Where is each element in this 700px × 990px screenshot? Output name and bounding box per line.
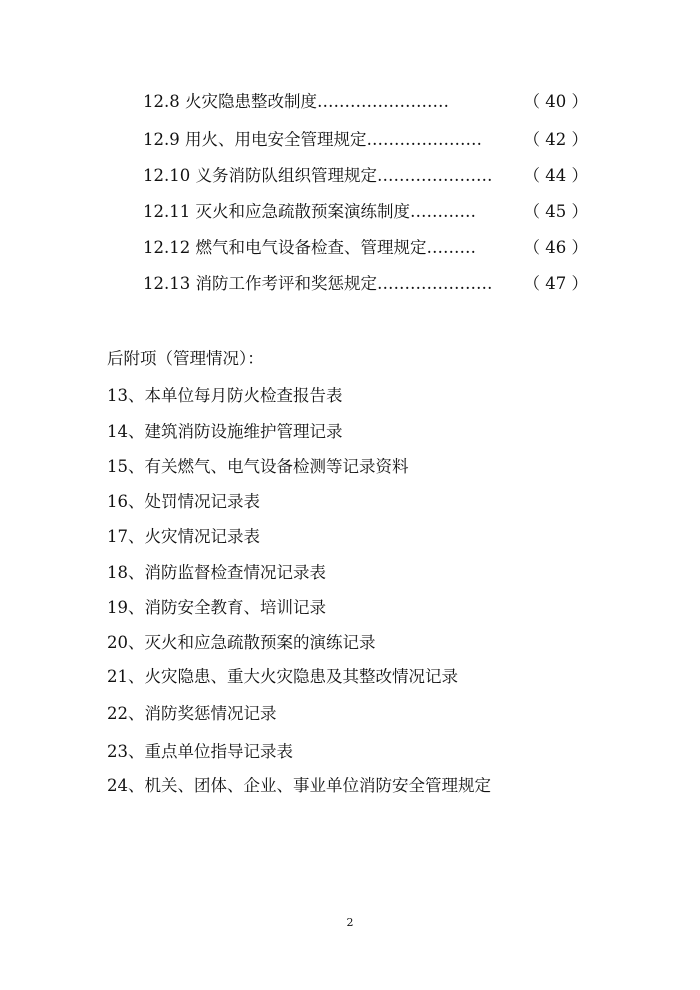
toc-entry-title: 12.9 用火、用电安全管理规定………………… — [143, 130, 482, 149]
toc-entry-page: （ 46 ） — [523, 238, 588, 257]
toc-entry-title: 12.10 义务消防队组织管理规定………………… — [143, 166, 493, 185]
toc-entry-12-13 — [143, 270, 588, 298]
appendix-heading: 后附项（管理情况）： — [107, 349, 264, 368]
toc-entry-12-12 — [143, 234, 588, 262]
toc-entry-12-8 — [143, 88, 588, 116]
appendix-item: 15、有关燃气、电气设备检测等记录资料 — [107, 457, 409, 476]
appendix-item: 23、重点单位指导记录表 — [107, 742, 293, 761]
toc-entry-page: （ 40 ） — [523, 92, 588, 111]
toc-entry-12-10 — [143, 162, 588, 190]
toc-entry-12-11 — [143, 198, 588, 226]
toc-entry-title: 12.11 灭火和应急疏散预案演练制度………… — [143, 202, 476, 221]
appendix-item: 22、消防奖惩情况记录 — [107, 704, 277, 723]
toc-entry-title: 12.13 消防工作考评和奖惩规定………………… — [143, 274, 493, 293]
appendix-item: 21、火灾隐患、重大火灾隐患及其整改情况记录 — [107, 667, 458, 686]
toc-entry-title: 12.12 燃气和电气设备检查、管理规定……… — [143, 238, 476, 257]
appendix-item: 13、本单位每月防火检查报告表 — [107, 386, 343, 405]
appendix-item: 16、处罚情况记录表 — [107, 492, 260, 511]
appendix-item: 19、消防安全教育、培训记录 — [107, 598, 326, 617]
appendix-item: 24、机关、团体、企业、事业单位消防安全管理规定 — [107, 776, 491, 795]
toc-entry-page: （ 45 ） — [523, 202, 588, 221]
toc-entry-page: （ 47 ） — [523, 274, 588, 293]
toc-entry-12-9 — [143, 126, 588, 154]
appendix-item: 17、火灾情况记录表 — [107, 527, 260, 546]
appendix-item: 20、灭火和应急疏散预案的演练记录 — [107, 633, 376, 652]
appendix-item: 14、建筑消防设施维护管理记录 — [107, 422, 343, 441]
appendix-item: 18、消防监督检查情况记录表 — [107, 563, 326, 582]
toc-entry-page: （ 44 ） — [523, 166, 588, 185]
page-number: 2 — [346, 916, 354, 929]
toc-entry-page: （ 42 ） — [523, 130, 588, 149]
toc-entry-title: 12.8 火灾隐患整改制度…………………… — [143, 92, 449, 111]
